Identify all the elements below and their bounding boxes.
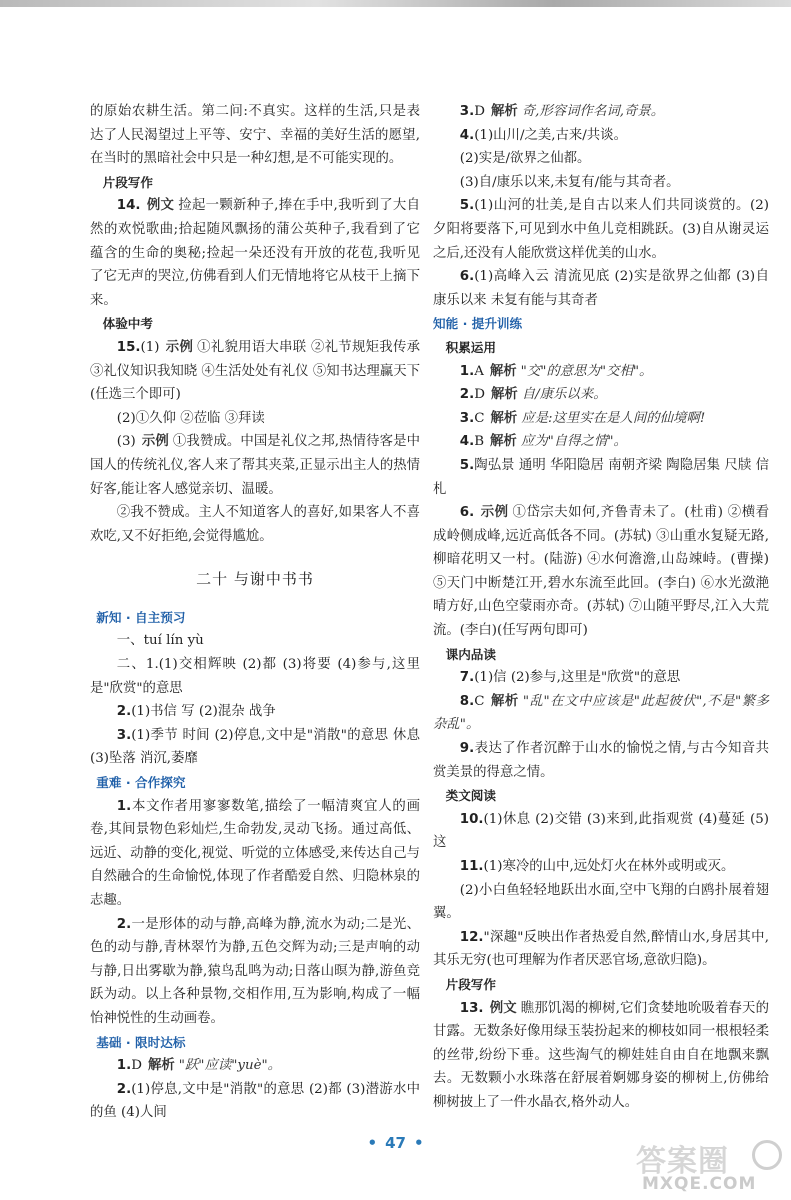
answer-text: (1)休息 (2)交错 (3)来到,此指观赏 (4)蔓延 (5)这 [433, 811, 769, 851]
answer-text: 本文作者用寥寥数笔,描绘了一幅清爽宜人的画卷,其间景物色彩灿烂,生命勃发,灵动飞扬。通过高低、远近、动静的变化,视觉、听觉的立体感受,来传达自己与自然融合的生命愉悦,体现了作者酷爱自然、归隐林泉的志趣。 [90, 798, 420, 908]
answer-text: (1)高峰入云 清流见底 (2)实是欲界之仙都 (3)自康乐以来 未复有能与其奇者 [433, 269, 769, 308]
answer-r4c: (3)自/康乐以来,未复有/能与其奇者。 [459, 174, 680, 190]
answer-15a [90, 336, 420, 407]
bullet-icon: • [413, 1134, 424, 1152]
analysis-text: 应为"自得之情"。 [520, 434, 627, 450]
section-heading-jichu: 基础 · 限时达标 [96, 1034, 186, 1050]
analysis-tag: 解析 [489, 363, 517, 379]
answer-x2: 二、1.(1)交相辉映 (2)都 (3)将要 (4)参与,这里是"欣赏"的意思 [90, 657, 420, 696]
example-tag: 示例 [480, 505, 509, 521]
question-number: 1. [116, 1058, 132, 1074]
page-number-value: 47 [385, 1134, 406, 1152]
left-column [90, 100, 420, 1125]
answer-k10 [433, 808, 769, 855]
answer-x4 [90, 724, 420, 771]
answer-choice: A [474, 363, 484, 379]
answer-k3 [433, 407, 769, 431]
section-heading-leiwen: 类文阅读 [445, 788, 496, 804]
answer-text: 表达了作者沉醉于山水的愉悦之情,与古今知音共赏美景的得意之情。 [433, 741, 769, 780]
question-number: 9. [459, 741, 475, 757]
question-number: 2. [116, 916, 132, 932]
answer-text: (1)停息,文中是"消散"的意思 (2)都 (3)潜游水中的鱼 (4)人间 [90, 1081, 420, 1121]
answer-k8 [433, 690, 769, 737]
answer-text: 瞧那饥渴的柳树,它们贪婪地吮吸着春天的甘露。无数条好像用绿玉装扮起来的柳枝如同一根根轻柔的丝带,纷纷下垂。这些淘气的柳娃娃自由自在地飘来飘去。无数颗小水珠落在舒展着婀娜身姿的柳树上,仿佛给柳树披上了一件水晶衣,格外动人。 [433, 1000, 769, 1110]
question-number: 14. [116, 198, 141, 214]
question-number: 2. [116, 1081, 132, 1097]
answer-choice: C [474, 410, 485, 426]
question-number: 6. [459, 269, 475, 285]
answer-r3 [433, 100, 769, 124]
question-number: 8. [459, 693, 475, 709]
top-scan-band [0, 0, 791, 7]
answer-text: (1)山川/之美,古来/共谈。 [474, 127, 627, 143]
analysis-text: 自/康乐以来。 [521, 387, 607, 403]
question-number: 2. [116, 704, 132, 720]
question-number: 3. [459, 104, 475, 119]
answer-j1 [90, 1054, 420, 1078]
analysis-tag: 解析 [490, 434, 517, 450]
lesson-title: 二十 与谢中书书 [196, 570, 314, 589]
example-tag: 示例 [165, 339, 194, 355]
answer-15b: (2)①久仰 ②莅临 ③拜读 [116, 410, 265, 426]
answer-k9 [433, 737, 769, 784]
watermark-logo: 答案圈 [636, 1144, 729, 1179]
answer-text: (1)信 (2)参与,这里是"欣赏"的意思 [474, 670, 681, 686]
answer-text: ①我赞成。中国是礼仪之邦,热情待客是中国人的传统礼仪,客人来了帮其夹菜,正显示出主人的热情好客,能让客人感觉亲切、温暖。 [90, 434, 420, 497]
answer-15d: ②我不赞成。主人不知道客人的喜好,如果客人不喜欢吃,又不好拒绝,会觉得尴尬。 [90, 505, 420, 544]
question-number: 1. [116, 798, 132, 814]
answer-text: (1)寒冷的山中,远处灯火在林外或明或灭。 [483, 859, 735, 874]
watermark-badge-icon [752, 1140, 782, 1170]
question-number: 3. [116, 727, 132, 743]
question-number: 11. [459, 859, 484, 874]
question-number: 4. [459, 127, 475, 143]
answer-choice: D [131, 1058, 142, 1074]
section-heading-pianduan: 片段写作 [102, 174, 153, 190]
answer-k11b: (2)小白鱼轻轻地跃出水面,空中飞翔的白鸥扑展着翅翼。 [433, 882, 769, 922]
answer-text: (1)书信 写 (2)混杂 战争 [131, 704, 276, 720]
answer-z1 [90, 795, 420, 913]
answer-14 [90, 194, 420, 312]
answer-text: ①岱宗夫如何,齐鲁青未了。(杜甫) ②横看成岭侧成峰,远近高低各不同。(苏轼) ③山重水复疑无路,柳暗花明又一村。(陆游) ④水何澹澹,山岛竦峙。(曹操) ⑤天门中断楚江开,碧水东流至此回。(李白) ⑥水光潋滟晴方好,山色空蒙雨亦奇。(苏轼) ⑦山随平野尽,江入大荒流。(李白)(任写两句即可) [433, 505, 769, 639]
right-column [433, 100, 769, 1115]
section-heading-jilei: 积累运用 [445, 339, 496, 355]
analysis-text: 应是:这里实在是人间的仙境啊! [521, 410, 706, 426]
answer-15c [90, 430, 420, 501]
answer-r4b: (2)实是/欲界之仙都。 [459, 151, 591, 167]
answer-r6 [433, 265, 769, 312]
answer-choice: D [474, 387, 485, 403]
section-heading-zhineng: 知能 · 提升训练 [433, 316, 523, 332]
analysis-tag: 解析 [490, 693, 519, 709]
question-number: 15. [116, 339, 141, 355]
analysis-tag: 解析 [490, 410, 518, 426]
answer-choice: B [474, 434, 485, 450]
answer-text: (1)山河的壮美,是自古以来人们共同谈赏的。(2)夕阳将要落下,可见到水中鱼儿竞相跳跃。(3)自从谢灵运之后,还没有人能欣赏这样优美的山水。 [433, 198, 769, 261]
question-number: 12. [459, 929, 484, 945]
question-number: 13. [459, 1000, 484, 1016]
section-heading-tiyan: 体验中考 [102, 316, 153, 332]
section-heading-kenei: 课内品读 [445, 646, 496, 662]
analysis-text: "跃"应读"yuè"。 [178, 1058, 282, 1074]
analysis-text: "乱"在文中应该是"此起彼伏",不是"繁多杂乱"。 [433, 693, 769, 733]
answer-k7 [433, 666, 769, 690]
question-number: 6. [459, 505, 475, 521]
answer-k5 [433, 454, 769, 501]
answer-pinyin: 一、tuí lín yù [116, 633, 204, 649]
answer-r4a [433, 124, 769, 148]
watermark-url: MXQE.COM [642, 1174, 757, 1194]
answer-sub: (1) [140, 339, 160, 355]
answer-text: "深趣"反映出作者热爱自然,醉情山水,身居其中,其乐无穷(也可理解为作者厌恶官场,意欲归隐)。 [433, 929, 769, 969]
example-tag: 例文 [489, 1000, 517, 1016]
answer-z2 [90, 913, 420, 1031]
watermark [634, 1136, 784, 1196]
analysis-text: 奇,形容词作名词,奇景。 [521, 104, 665, 119]
analysis-text: "交"的意思为"交相"。 [520, 363, 653, 379]
question-number: 7. [459, 670, 475, 686]
answer-text: 一是形体的动与静,高峰为静,流水为动;二是光、色的动与静,青林翠竹为静,五色交辉为动;三是声响的动与静,日出雾歇为静,猿鸟乱鸣为动;日落山暝为静,游鱼竞跃为动。以上各种景物,交相作用,互为影响,构成了一幅怡神悦性的生动画卷。 [90, 916, 420, 1026]
question-number: 5. [459, 457, 475, 473]
answer-choice: C [474, 693, 485, 709]
section-heading-zhongnan: 重难 · 合作探究 [96, 775, 186, 791]
answer-paragraph: 的原始农耕生活。第二问:不真实。这样的生活,只是表达了人民渴望过上平等、安宁、幸福的美好生活的愿望,在当时的黑暗社会中只是一种幻想,是不可能实现的。 [90, 104, 420, 167]
analysis-tag: 解析 [490, 387, 518, 403]
analysis-tag: 解析 [147, 1058, 175, 1074]
answer-text: ①礼貌用语大串联 ②礼节规矩我传承 ③礼仪知识我知晓 ④生活处处有礼仪 ⑤知书达理赢天下(任选三个即可) [90, 339, 420, 403]
question-number: 2. [459, 387, 475, 403]
question-number: 1. [459, 363, 475, 379]
answer-k4 [433, 430, 769, 454]
answer-text: (1)季节 时间 (2)停息,文中是"消散"的意思 休息 (3)坠落 消沉,萎靡 [90, 727, 420, 767]
section-heading-xinzhi: 新知 · 自主预习 [96, 609, 186, 625]
analysis-tag: 解析 [490, 104, 518, 119]
section-heading-pianduan-right: 片段写作 [445, 976, 496, 992]
answer-k1 [433, 360, 769, 384]
answer-choice: D [474, 104, 485, 119]
bullet-icon: • [367, 1134, 378, 1152]
answer-k2 [433, 383, 769, 407]
example-tag: 示例 [141, 434, 169, 450]
answer-text: 陶弘景 通明 华阳隐居 南朝齐梁 陶隐居集 尺牍 信札 [433, 457, 769, 497]
answer-k11a [433, 855, 769, 879]
question-number: 4. [459, 434, 475, 450]
question-number: 5. [459, 198, 475, 214]
answer-k13 [433, 997, 769, 1115]
answer-r5 [433, 194, 769, 265]
answer-x3 [90, 700, 420, 724]
question-number: 3. [459, 410, 475, 426]
answer-text: 捡起一颗新种子,捧在手中,我听到了大自然的欢悦歌曲;拾起随风飘扬的蒲公英种子,我看到了它蕴含的生命的奥秘;捡起一朵还没有开放的花苞,我听见了它无声的哭泣,仿佛看到人们无情地将它从枝干上摘下来。 [90, 198, 421, 308]
answer-k12 [433, 926, 769, 973]
answer-k6 [433, 501, 769, 643]
answer-j2 [90, 1078, 420, 1125]
example-tag: 例文 [146, 198, 175, 214]
answer-sub: (3) [116, 434, 136, 450]
question-number: 10. [459, 811, 484, 827]
